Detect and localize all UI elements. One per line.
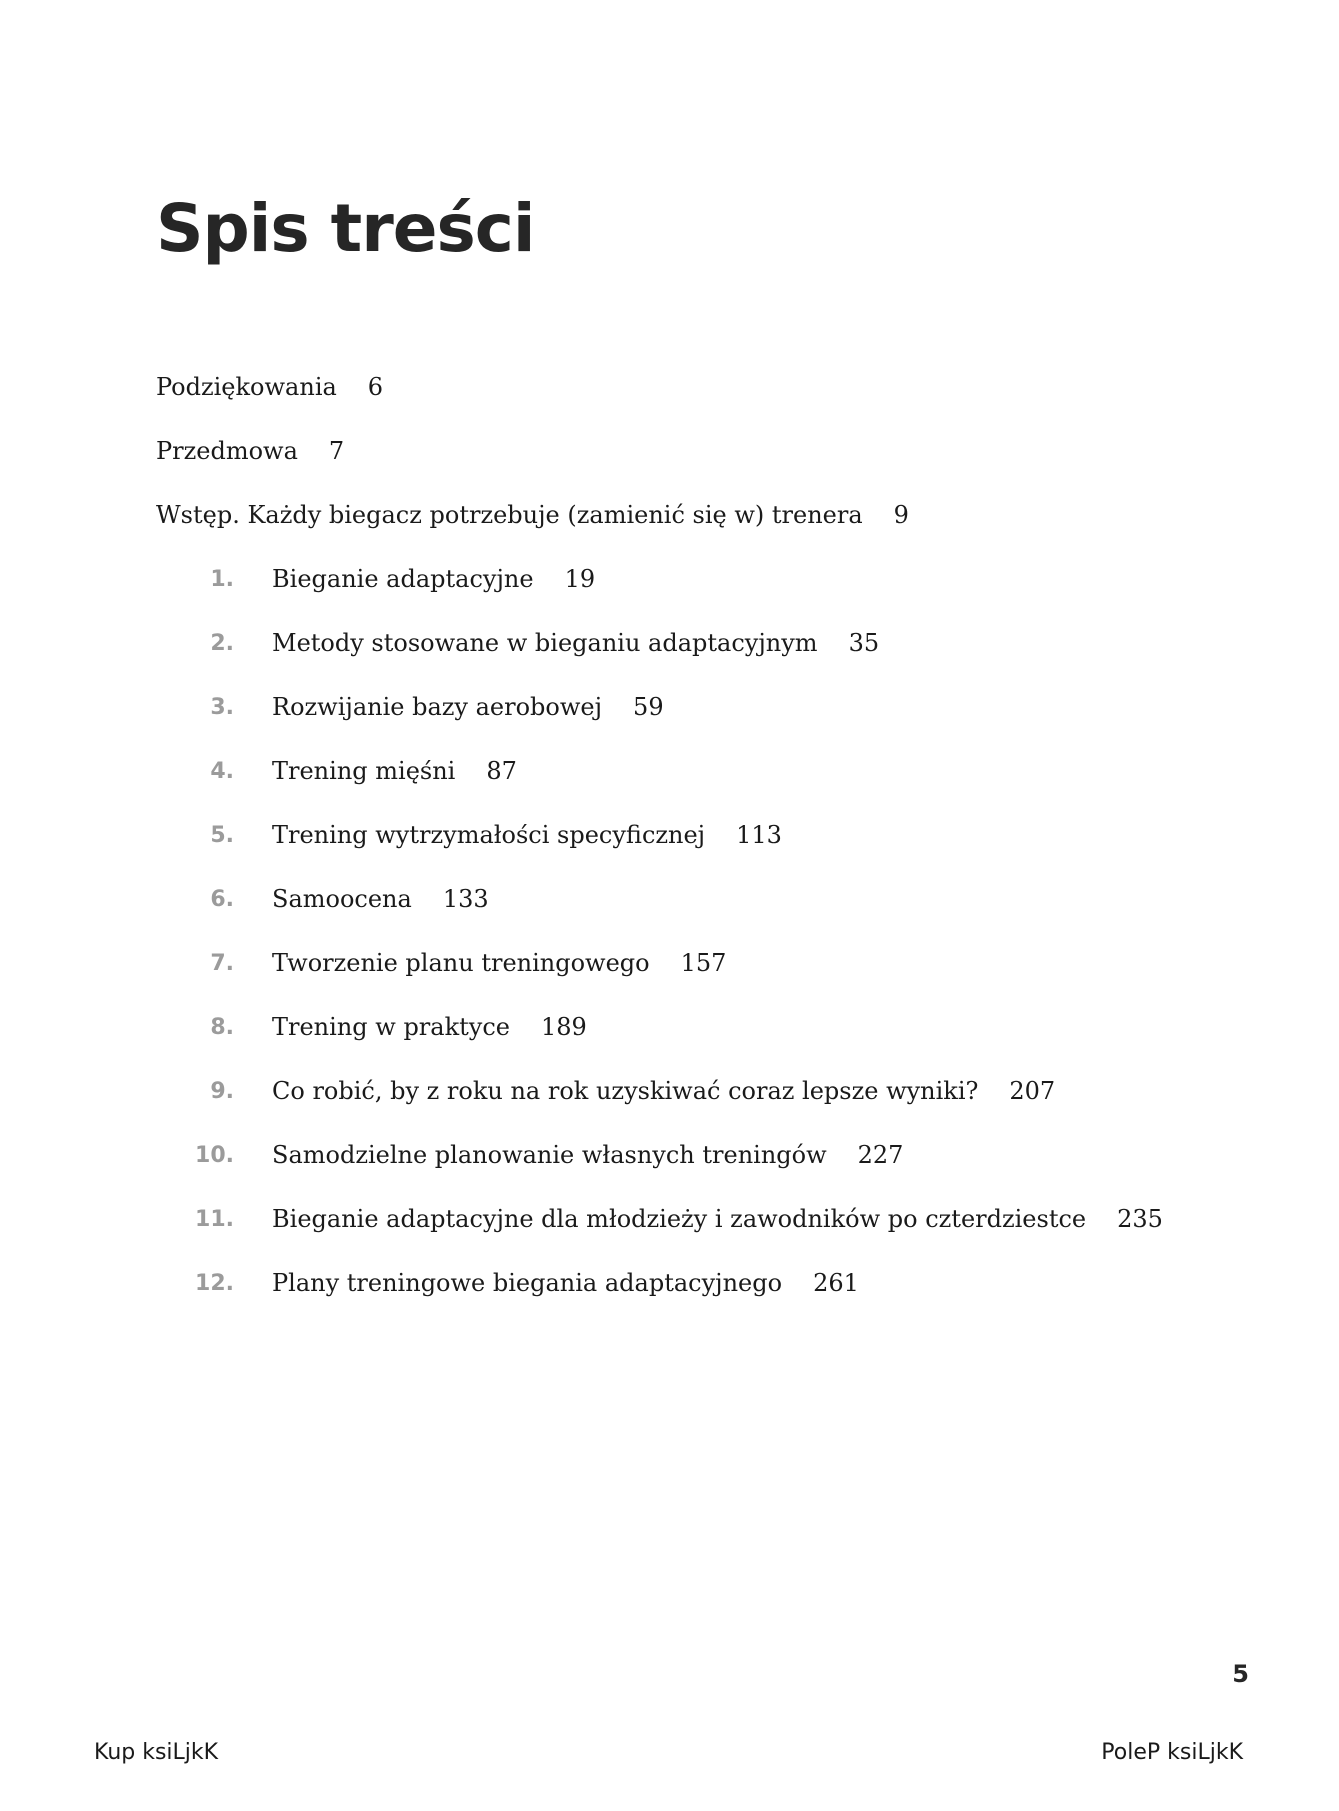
chapter-title: Samoocena [272,885,412,913]
chapter-number: 8. [210,1014,234,1040]
toc-entry-page: 7 [328,437,345,465]
toc-chapter-2[interactable] [156,611,1206,675]
toc-entry-introduction[interactable] [156,483,1206,547]
toc-entry-label: Wstęp. Każdy biegacz potrzebuje (zamienić się w) trenera [156,501,863,529]
page-number: 5 [1232,1660,1249,1688]
chapter-page: 261 [813,1269,859,1297]
toc-chapter-12[interactable] [156,1251,1206,1315]
toc-chapter-1[interactable] [156,547,1206,611]
chapter-title: Co robić, by z roku na rok uzyskiwać coraz lepsze wyniki? [272,1077,979,1105]
chapter-title: Samodzielne planowanie własnych treningów [272,1141,827,1169]
chapter-title: Trening wytrzymałości specyficznej [272,821,706,849]
chapter-number: 6. [210,886,234,912]
chapter-title: Plany treningowe biegania adaptacyjnego [272,1269,783,1297]
toc-entry-page: 6 [367,373,384,401]
chapter-page: 207 [1009,1077,1056,1105]
chapter-page: 157 [680,949,727,977]
chapter-number: 4. [210,758,234,784]
chapter-page: 35 [848,629,880,657]
chapter-page: 19 [564,565,596,593]
toc-entry-label: Przedmowa [156,437,298,465]
chapter-page: 235 [1117,1205,1163,1233]
toc-entry-page: 9 [893,501,909,529]
buy-book-link[interactable]: Kup ksiLjkK [94,1740,219,1765]
chapter-title: Metody stosowane w bieganiu adaptacyjnym [272,629,818,657]
toc-chapter-11[interactable] [156,1187,1206,1251]
chapter-title: Bieganie adaptacyjne dla młodzieży i zawodników po czterdziestce [272,1205,1087,1233]
toc-chapter-4[interactable] [156,739,1206,803]
chapter-page: 113 [736,821,782,849]
toc-chapter-5[interactable] [156,803,1206,867]
chapter-number: 10. [195,1142,234,1168]
chapter-page: 87 [486,757,517,785]
toc-chapter-9[interactable] [156,1059,1206,1123]
chapter-number: 9. [210,1078,234,1104]
chapter-number: 7. [210,950,234,976]
table-of-contents [156,355,1206,1315]
chapter-page: 133 [442,885,489,913]
toc-chapter-8[interactable] [156,995,1206,1059]
chapter-number: 3. [210,694,234,720]
toc-chapter-10[interactable] [156,1123,1206,1187]
chapter-page: 227 [857,1141,904,1169]
toc-chapter-7[interactable] [156,931,1206,995]
toc-chapter-6[interactable] [156,867,1206,931]
chapter-number: 1. [210,566,234,592]
chapter-title: Trening mięśni [272,757,456,785]
recommend-book-link[interactable]: PoleP ksiLjkK [1101,1740,1243,1765]
page-title: Spis treści [156,190,535,267]
toc-chapter-3[interactable] [156,675,1206,739]
chapter-number: 12. [195,1270,234,1296]
toc-entry-foreword[interactable] [156,419,1206,483]
chapter-title: Trening w praktyce [272,1013,510,1041]
chapter-title: Bieganie adaptacyjne [272,565,534,593]
chapter-page: 189 [540,1013,587,1041]
chapter-number: 11. [195,1206,234,1232]
chapter-number: 5. [210,822,234,848]
toc-entry-acknowledgements[interactable] [156,355,1206,419]
chapter-page: 59 [633,693,664,721]
toc-entry-label: Podziękowania [156,373,337,401]
chapter-title: Tworzenie planu treningowego [272,949,650,977]
chapter-title: Rozwijanie bazy aerobowej [272,693,603,721]
chapter-number: 2. [210,630,234,656]
